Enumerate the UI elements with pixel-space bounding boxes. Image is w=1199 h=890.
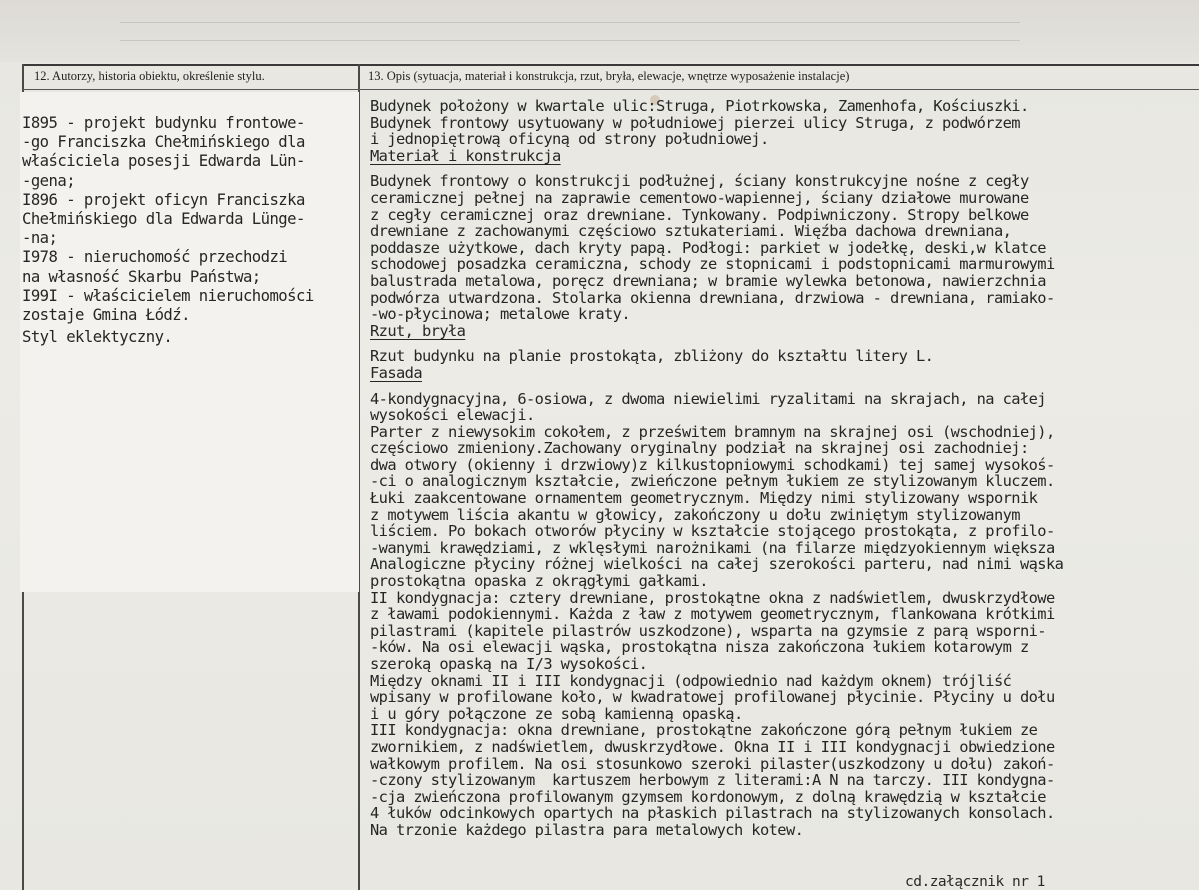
- description-line: wysokości elewacji.: [370, 406, 535, 425]
- description-line: liściem. Po bokach otworów płyciny w kształcie stojącego prostokąta, z profilo-: [370, 522, 1055, 541]
- description-line: Rzut budynku na planie prostokąta, zbliżony do kształtu litery L.: [370, 347, 934, 366]
- description-line: Między oknami II i III kondygnacji (odpowiednio nad każdym oknem) trójliść: [370, 671, 1012, 690]
- description-line: 4-kondygnacyjna, 6-osiowa, z dwoma niewielimi ryzalitami na skrajach, na całej: [370, 389, 1046, 408]
- intro-line: Budynek położony w kwartale ulic:Struga, Piotrkowska, Zamenhofa, Kościuszki.: [370, 98, 1029, 115]
- description-line: zwornikiem, z nadświetlem, dwuskrzydłowe. Okna II i III kondygnacji obwiedzione: [370, 737, 1055, 756]
- description-line: poddasze użytkowe, dach kryty papą. Podłogi: parkiet w jodełkę, deski,w klatce: [370, 238, 1046, 257]
- history-line: -na;: [22, 229, 58, 248]
- left-column-header: 12. Autorzy, historia obiektu, określenie stylu.: [34, 69, 265, 83]
- description-line: szeroką opaską na I/3 wysokości.: [370, 655, 648, 673]
- description-line: prostokątna opaska z okrągłymi gałkami.: [370, 572, 708, 591]
- intro-line: Budynek frontowy usytuowany w południowej pierzei ulicy Struga, z podwórzem: [370, 113, 1020, 132]
- section-heading: Fasada: [370, 363, 422, 382]
- description-line: pilastrami (kapitele pilastrów uszkodzone), wsparta na gzymsie z parą wsporni-: [370, 621, 1046, 640]
- description-line: schodowej posadzka ceramiczna, schody ze stopnicami i podstopnicami marmurowymi: [370, 255, 1055, 274]
- description-line: -wanymi krawędziami, z wklęsłymi narożnikami (na filarze międzyokiennym większa: [370, 538, 1055, 557]
- history-line: właściciela posesji Edwarda Lün-: [22, 152, 305, 171]
- description-line: Analogiczne płyciny różnej wielkości na całej szerokości parteru, nad nimi wąska: [370, 555, 1064, 574]
- description-line: ceramicznej pełnej na zaprawie cementowo-wapiennej, ściany działowe murowane: [370, 188, 1029, 207]
- description-line: II kondygnacja: cztery drewniane, prostokątne okna z nadświetlem, dwuskrzydłowe: [370, 588, 1055, 607]
- section-heading: Materiał i konstrukcja: [370, 146, 561, 165]
- description-line: dwa otwory (okienny i drzwiowy)z kilkustopniowymi schodkami) tej samej wysokoś-: [370, 455, 1055, 474]
- history-line: -gena;: [22, 171, 76, 190]
- table-top-border: [22, 64, 1199, 66]
- description-line: drewniane z zachowanymi częściowo sztukateriami. Więźba dachowa drewniana,: [370, 222, 1012, 241]
- history-line: na własność Skarbu Państwa;: [22, 267, 261, 286]
- history-line: I99I - właścicielem nieruchomości: [22, 286, 314, 305]
- description-text: [370, 98, 1198, 839]
- description-line: wałkowym profilem. Na osi stosunkowo szeroki pilaster(uszkodzony u dołu) zakoń-: [370, 754, 1055, 773]
- history-line: zostaje Gmina Łódź.: [22, 306, 190, 325]
- description-line: częściowo zmieniony.Zachowany oryginalny podział na skrajnej osi zachodniej:: [370, 439, 1029, 458]
- history-line: Chełmińskiego dla Edwarda Lünge-: [22, 210, 305, 229]
- attachment-footer: cd.załącznik nr 1: [905, 874, 1045, 890]
- description-line: Na trzonie każdego pilastra para metalowych kotew.: [370, 820, 804, 839]
- description-line: III kondygnacja: okna drewniane, prostokątne zakończone górą pełnym łukiem ze: [370, 721, 1038, 740]
- history-text: [22, 114, 362, 325]
- style-text: Styl eklektyczny.: [22, 328, 173, 346]
- description-line: wpisany w profilowane koło, w kwadratowej profilowanej płycinie. Płyciny u dołu: [370, 688, 1055, 707]
- section-heading: Rzut, bryła: [370, 321, 466, 340]
- description-line: -ków. Na osi elewacji wąska, prostokątna nisza zakończona łukiem kotarowym z: [370, 638, 1029, 657]
- description-line: podwórza utwardzona. Stolarka okienna drewniana, drzwiowa - drewniana, ramiako-: [370, 288, 1055, 307]
- description-line: Łuki zaakcentowane ornamentem geometrycznym. Między nimi stylizowany wspornik: [370, 489, 1038, 508]
- description-line: i u góry połączone ze sobą kamienną opaską.: [370, 704, 743, 723]
- description-line: Budynek frontowy o konstrukcji podłużnej, ściany konstrukcyjne nośne z cegły: [370, 172, 1029, 191]
- history-line: I978 - nieruchomość przechodzi: [22, 248, 288, 267]
- description-line: z cegły ceramicznej oraz drewniane. Tynkowany. Podpiwniczony. Stropy belkowe: [370, 205, 1029, 224]
- description-line: -cja zwieńczona profilowanym gzymsem kordonowym, z dolną krawędzią w kształcie: [370, 787, 1046, 806]
- intro-line: i jednopiętrową oficyną od strony południowej.: [370, 130, 769, 149]
- history-line: -go Franciszka Chełmińskiego dla: [22, 133, 305, 152]
- description-line: z ławami podokiennymi. Każda z ław z motywem geometrycznym, flankowana krótkimi: [370, 605, 1055, 624]
- history-line: I896 - projekt oficyn Franciszka: [22, 190, 305, 209]
- description-line: balustrada metalowa, poręcz drewniana; w bramie wylewka betonowa, nawierzchnia: [370, 271, 1046, 290]
- header-rule: [22, 89, 1199, 90]
- description-line: -czony stylizowanym kartuszem herbowym z literami:A N na tarczy. III kondygna-: [370, 771, 1055, 790]
- show-through-area: [0, 0, 1199, 62]
- right-column-header: 13. Opis (sytuacja, materiał i konstrukcja, rzut, bryła, elewacje, wnętrze wyposażenie instalacje): [368, 69, 850, 83]
- description-line: z motywem liścia akantu w głowicy, zakończony u dołu zwiniętym stylizowanym: [370, 505, 1020, 524]
- description-line: Parter z niewysokim cokołem, z prześwitem bramnym na skrajnej osi (wschodniej),: [370, 422, 1055, 441]
- description-line: 4 łuków odcinkowych opartych na płaskich pilastrach na stylizowanych konsolach.: [370, 804, 1055, 823]
- history-line: I895 - projekt budynku frontowe-: [22, 114, 305, 132]
- description-line: -ci o analogicznym kształcie, zwieńczone pełnym łukiem ze stylizowanym kluczem.: [370, 472, 1055, 491]
- description-line: -wo-płycinowa; metalowe kraty.: [370, 305, 630, 324]
